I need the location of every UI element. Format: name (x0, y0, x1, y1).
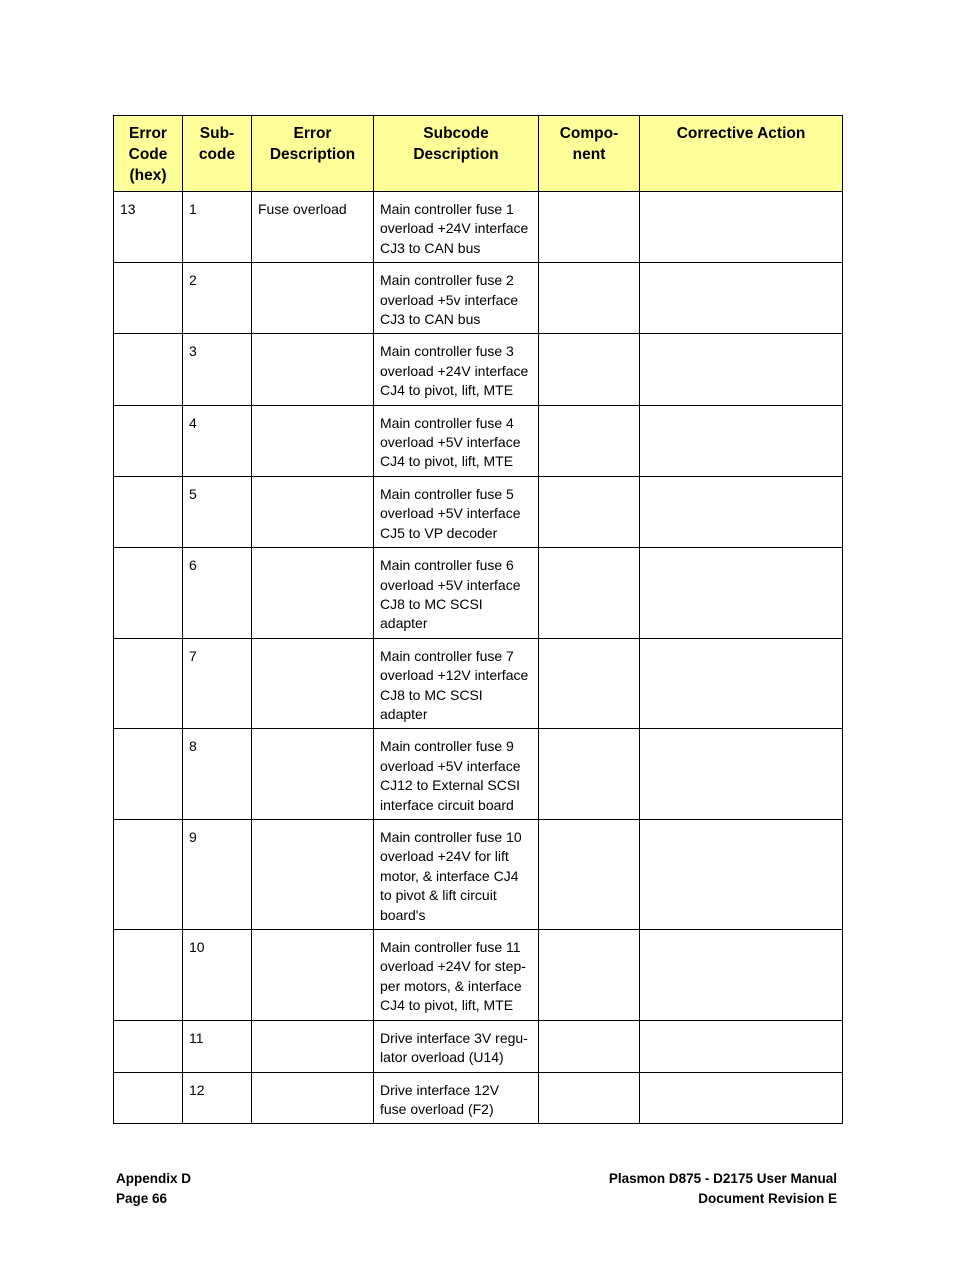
cell-component (539, 729, 640, 820)
header-corrective-action: Corrective Action (640, 116, 843, 192)
table-header-row (114, 116, 843, 192)
cell-subcode: 12 (183, 1072, 252, 1124)
cell-corrective-action (640, 638, 843, 729)
cell-error-code (114, 819, 183, 929)
table-body (114, 192, 843, 1124)
cell-component (539, 819, 640, 929)
table-row (114, 476, 843, 547)
cell-error-code (114, 930, 183, 1021)
cell-subcode: 6 (183, 548, 252, 639)
header-subcode-description: Subcode Description (374, 116, 539, 192)
cell-error-code (114, 334, 183, 405)
cell-error-code (114, 638, 183, 729)
cell-error-description (252, 819, 374, 929)
cell-error-description: Fuse overload (252, 192, 374, 263)
cell-error-description (252, 263, 374, 334)
footer-left: Appendix D Page 66 (116, 1171, 192, 1206)
cell-corrective-action (640, 729, 843, 820)
cell-subcode-description: Drive interface 3V regu- lator overload (U14) (374, 1020, 539, 1072)
cell-corrective-action (640, 263, 843, 334)
cell-error-description (252, 548, 374, 639)
cell-corrective-action (640, 476, 843, 547)
cell-corrective-action (640, 819, 843, 929)
cell-error-description (252, 476, 374, 547)
cell-subcode-description: Main controller fuse 5 overload +5V interface CJ5 to VP decoder (374, 476, 539, 547)
cell-corrective-action (640, 334, 843, 405)
cell-subcode: 11 (183, 1020, 252, 1072)
cell-error-code (114, 405, 183, 476)
cell-component (539, 548, 640, 639)
cell-subcode: 3 (183, 334, 252, 405)
cell-subcode-description: Main controller fuse 2 overload +5v interface CJ3 to CAN bus (374, 263, 539, 334)
cell-component (539, 930, 640, 1021)
cell-subcode-description: Main controller fuse 7 overload +12V interface CJ8 to MC SCSI adapter (374, 638, 539, 729)
cell-error-description (252, 638, 374, 729)
cell-error-description (252, 729, 374, 820)
cell-error-description (252, 1072, 374, 1124)
cell-corrective-action (640, 1072, 843, 1124)
cell-error-code (114, 263, 183, 334)
cell-error-description (252, 930, 374, 1021)
cell-component (539, 405, 640, 476)
footer-right: Plasmon D875 - D2175 User Manual Document Revision E (608, 1171, 837, 1206)
table-row (114, 819, 843, 929)
header-subcode: Sub- code (183, 116, 252, 192)
cell-subcode-description: Main controller fuse 10 overload +24V for lift motor, & interface CJ4 to pivot & lift circuit board's (374, 819, 539, 929)
cell-subcode: 5 (183, 476, 252, 547)
header-error-description: Error Description (252, 116, 374, 192)
cell-corrective-action (640, 405, 843, 476)
cell-component (539, 263, 640, 334)
cell-subcode: 10 (183, 930, 252, 1021)
cell-subcode: 4 (183, 405, 252, 476)
cell-error-code (114, 729, 183, 820)
cell-corrective-action (640, 548, 843, 639)
table-row (114, 548, 843, 639)
cell-error-description (252, 1020, 374, 1072)
cell-component (539, 476, 640, 547)
table-row (114, 192, 843, 263)
table-row (114, 638, 843, 729)
cell-component (539, 638, 640, 729)
cell-subcode-description: Drive interface 12V fuse overload (F2) (374, 1072, 539, 1124)
cell-subcode: 9 (183, 819, 252, 929)
table-row (114, 1072, 843, 1124)
cell-subcode-description: Main controller fuse 11 overload +24V for step- per motors, & interface CJ4 to pivot, lift, MTE (374, 930, 539, 1021)
table-row (114, 930, 843, 1021)
cell-error-code (114, 476, 183, 547)
cell-subcode: 1 (183, 192, 252, 263)
cell-component (539, 334, 640, 405)
cell-component (539, 192, 640, 263)
table-row (114, 729, 843, 820)
cell-error-code (114, 1020, 183, 1072)
cell-error-description (252, 405, 374, 476)
cell-error-code (114, 1072, 183, 1124)
header-error-code: Error Code (hex) (114, 116, 183, 192)
cell-subcode: 8 (183, 729, 252, 820)
cell-component (539, 1020, 640, 1072)
table-row (114, 405, 843, 476)
cell-component (539, 1072, 640, 1124)
cell-error-code (114, 548, 183, 639)
error-code-table (113, 115, 843, 1124)
cell-subcode-description: Main controller fuse 9 overload +5V interface CJ12 to External SCSI interface circuit board (374, 729, 539, 820)
cell-subcode-description: Main controller fuse 6 overload +5V interface CJ8 to MC SCSI adapter (374, 548, 539, 639)
cell-corrective-action (640, 1020, 843, 1072)
cell-subcode-description: Main controller fuse 1 overload +24V interface CJ3 to CAN bus (374, 192, 539, 263)
cell-subcode: 7 (183, 638, 252, 729)
cell-corrective-action (640, 930, 843, 1021)
table-row (114, 263, 843, 334)
header-component: Compo- nent (539, 116, 640, 192)
cell-subcode: 2 (183, 263, 252, 334)
cell-corrective-action (640, 192, 843, 263)
cell-subcode-description: Main controller fuse 4 overload +5V interface CJ4 to pivot, lift, MTE (374, 405, 539, 476)
table-row (114, 334, 843, 405)
cell-subcode-description: Main controller fuse 3 overload +24V interface CJ4 to pivot, lift, MTE (374, 334, 539, 405)
table-row (114, 1020, 843, 1072)
cell-error-description (252, 334, 374, 405)
cell-error-code: 13 (114, 192, 183, 263)
